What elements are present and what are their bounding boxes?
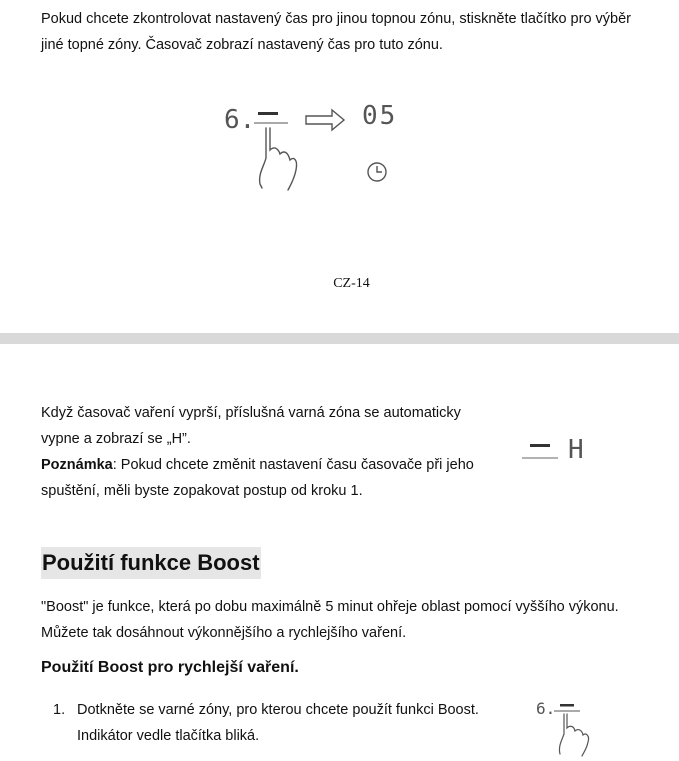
- boost-heading: Použití funkce Boost: [41, 547, 261, 579]
- hand-pointer-icon: [559, 714, 588, 756]
- zone-time-figure: [220, 92, 410, 197]
- arrow-right-icon: [306, 110, 344, 130]
- step-text: Dotkněte se varné zóny, pro kterou chcete použít funkci Boost. Indikátor vedle tlačítka bliká.: [77, 702, 479, 744]
- page-separator: [0, 333, 679, 344]
- minus-icon: [560, 704, 574, 707]
- h-display: H: [568, 435, 584, 464]
- step-number: 1.: [53, 702, 66, 718]
- boost-description: "Boost" je funkce, která po dobu maximálně 5 minut ohřeje oblast pomocí vyššího výkonu. Můžete tak dosáhnout výkonnějšího a rychlejšího vaření.: [41, 599, 619, 641]
- note-label: Poznámka: [41, 457, 113, 473]
- zone-digit-display: 6.: [536, 699, 556, 718]
- timer-end-section: [41, 400, 501, 504]
- boost-zone-figure: [530, 694, 614, 758]
- intro-paragraph: Pokud chcete zkontrolovat nastavený čas pro jinou topnou zónu, stiskněte tlačítko pro výběr jiné topné zóny. Časovač zobrazí nastavený čas pro tuto zónu.: [41, 11, 632, 53]
- note-text: : Pokud chcete změnit nastavení času časovače při jeho spuštění, měli byste zopakovat postup od kroku 1.: [41, 457, 474, 499]
- minus-icon: [530, 444, 550, 447]
- boost-subheading: Použití Boost pro rychlejší vaření.: [41, 659, 299, 676]
- note-paragraph: [41, 452, 501, 504]
- clock-icon: [368, 163, 386, 181]
- zone-digit-display: 6.: [224, 105, 256, 135]
- minus-icon: [258, 112, 278, 115]
- page-number: CZ-14: [333, 276, 370, 291]
- hand-pointer-icon: [260, 128, 297, 190]
- h-display-figure: [518, 432, 590, 464]
- time-display: 05: [362, 101, 398, 131]
- timer-end-paragraph: Když časovač vaření vyprší, příslušná varná zóna se automaticky vypne a zobrazí se „H”.: [41, 405, 461, 447]
